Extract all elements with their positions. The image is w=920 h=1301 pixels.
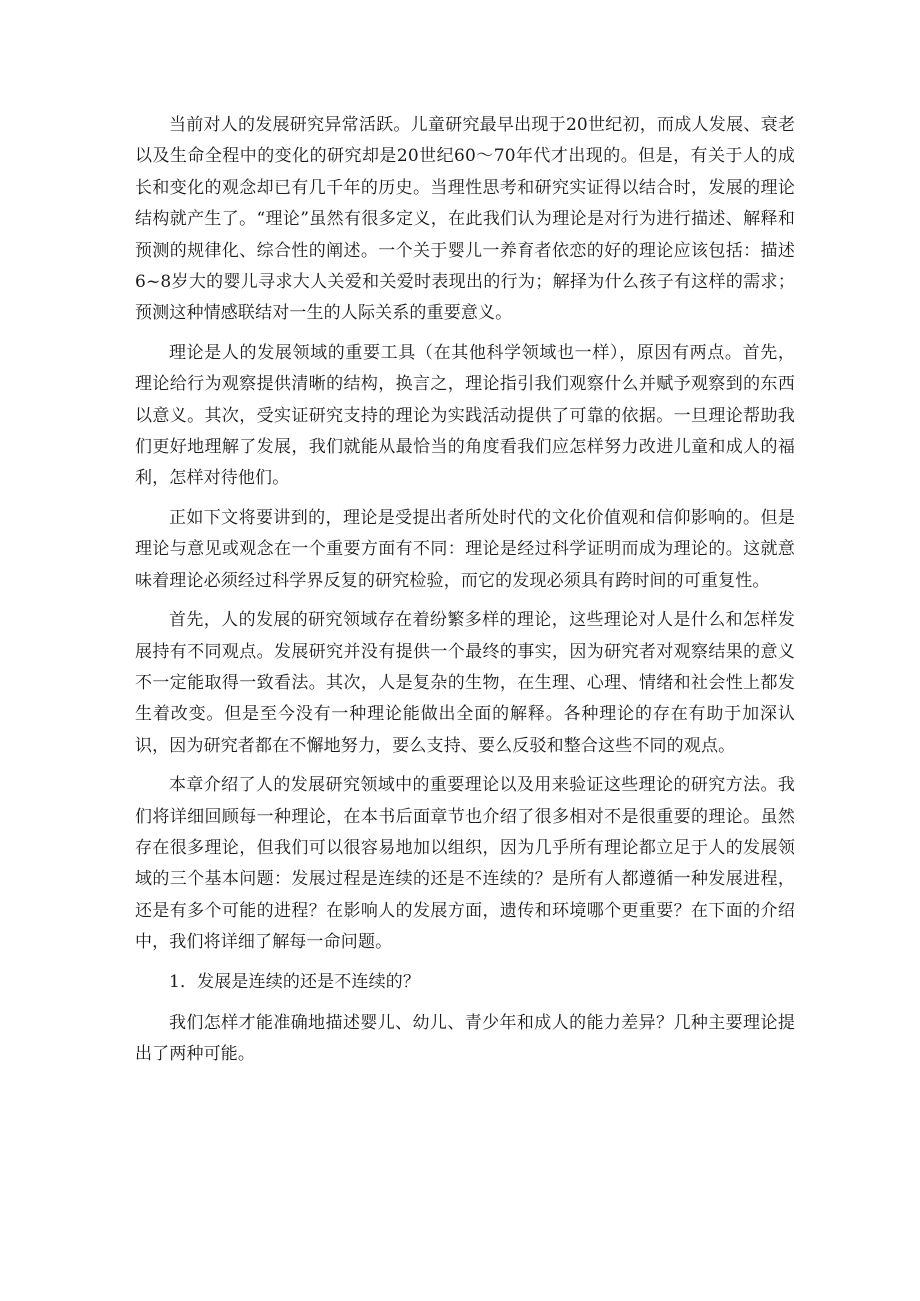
- paragraph-theory-culture: 正如下文将要讲到的，理论是受提出者所处时代的文化价值观和信仰影响的。但是理论与意见或观念在一个重要方面有不同：理论是经过科学证明而成为理论的。这就意味着理论必须经过科学界反复的研究检验，而它的发现必须具有跨时间的可重复性。: [135, 507, 795, 591]
- paragraph-intro: 当前对人的发展研究异常活跃。儿童研究最早出现于20世纪初，而成人发展、衰老以及生命全程中的变化的研究却是20世纪60～70年代才出现的。但是，有关于人的成长和变化的观念却已有几千年的历史。当理性思考和研究实证得以结合时，发展的理论结构就产生了。“理论”虽然有很多定义，在此我们认为理论是对行为进行描述、解释和预测的规律化、综合性的阐述。一个关于婴儿一养育者依恋的好的理论应该包括：描述6~8岁大的婴儿寻求大人关爱和关爱时表现出的行为；解择为什么孩子有这样的需求；预测这种情感联结对一生的人际关系的重要意义。: [135, 115, 795, 324]
- document-body: [135, 110, 795, 1079]
- paragraph-closing: 我们怎样才能准确地描述婴儿、幼儿、青少年和成人的能力差异？几种主要理论提出了两种可能。: [135, 1012, 795, 1065]
- paragraph-theory-importance: 理论是人的发展领域的重要工具（在其他科学领域也一样），原因有两点。首先，理论给行为观察提供清晰的结构，换言之，理论指引我们观察什么并赋予观察到的东西以意义。其次，受实证研究支持的理论为实践活动提供了可靠的依据。一旦理论帮助我们更好地理解了发展，我们就能从最恰当的角度看我们应怎样努力改进儿童和成人的福利，怎样对待他们。: [135, 342, 795, 489]
- section-heading: 1．发展是连续的还是不连续的？: [169, 971, 421, 992]
- paragraph-chapter-overview: 本章介绍了人的发展研究领域中的重要理论以及用来验证这些理论的研究方法。我们将详细回顾每一种理论，在本书后面章节也介绍了很多相对不是很重要的理论。虽然存在很多理论，但我们可以很容易地加以组织，因为几乎所有理论都立足于人的发展领域的三个基本问题：发展过程是连续的还是不连续的？是所有人都遵循一种发展进程，还是有多个可能的进程？在影响人的发展方面，遗传和环境哪个更重要？在下面的介绍中，我们将详细了解每一命问题。: [135, 775, 795, 953]
- paragraph-multiple-theories: 首先，人的发展的研究领域存在着纷繁多样的理论，这些理论对人是什么和怎样发展持有不同观点。发展研究并没有提供一个最终的事实，因为研究者对观察结果的意义不一定能取得一致看法。其次，人是复杂的生物，在生理、心理、情绪和社会性上都发生着改变。但是至今没有一种理论能做出全面的解释。各种理论的存在有助于加深认识，因为研究者都在不懈地努力，要么支持、要么反驳和整合这些不同的观点。: [135, 610, 795, 756]
